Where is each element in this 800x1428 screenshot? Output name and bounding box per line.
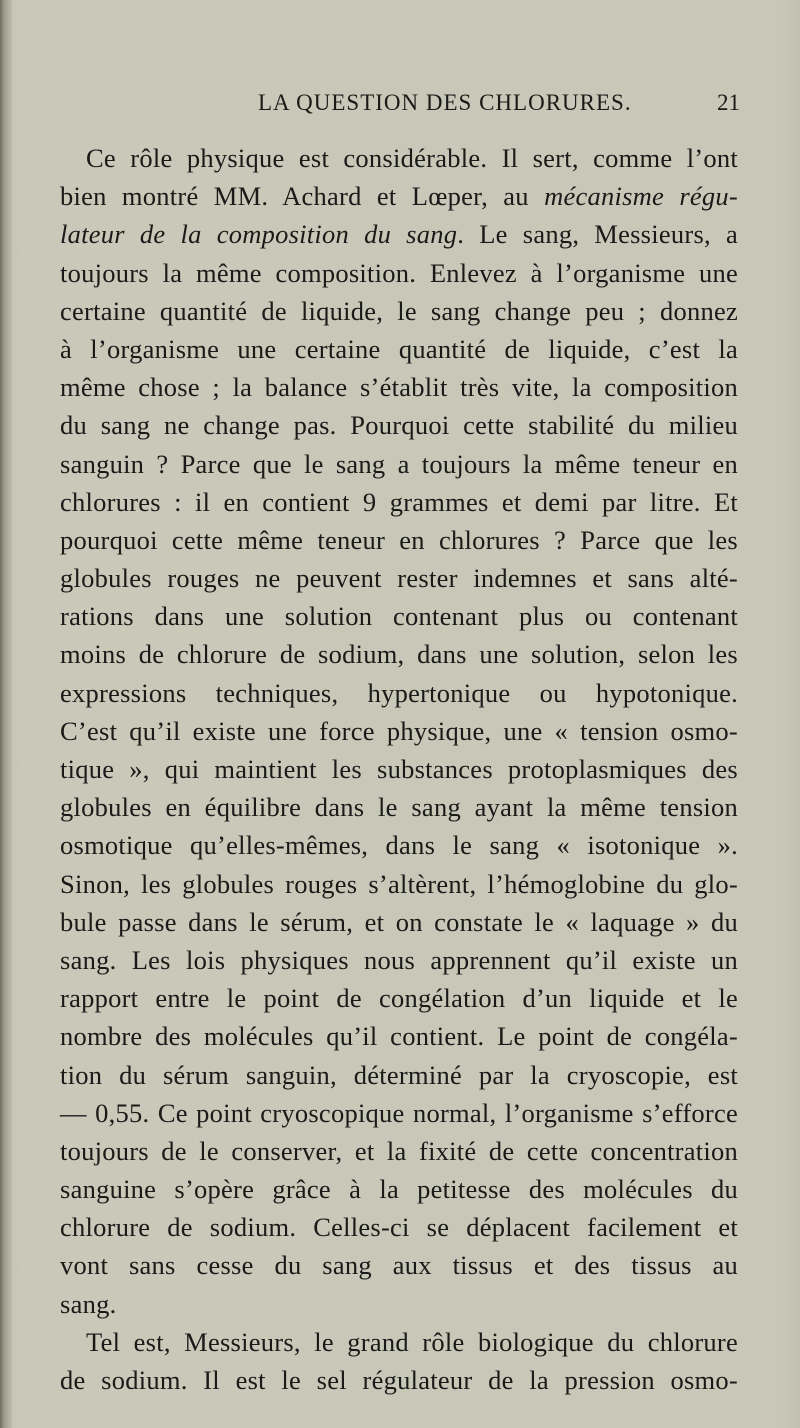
text-line — [60, 1246, 738, 1284]
text-line — [60, 292, 738, 330]
text-line — [60, 177, 738, 215]
text-segment: toujours la même composition. Enlevez à l’organisme une — [60, 257, 738, 288]
text-line — [60, 1056, 738, 1094]
text-line — [60, 865, 738, 903]
text-line — [60, 1170, 738, 1208]
text-line — [60, 406, 738, 444]
running-head-title: LA QUESTION DES CHLORURES. — [258, 90, 632, 115]
text-line — [60, 254, 738, 292]
text-segment: Ce rôle physique est considérable. Il sert, comme l’ont — [86, 143, 738, 173]
text-segment: globules en équilibre dans le sang ayant la même tension — [60, 792, 738, 823]
text-segment: pourquoi cette même teneur en chlorures ? Parce que les — [60, 524, 738, 555]
text-segment: . Le sang, Messieurs, a — [457, 219, 738, 250]
text-line — [60, 483, 738, 521]
text-line — [60, 368, 738, 406]
text-segment: sang. — [60, 1288, 117, 1319]
text-line — [60, 139, 738, 177]
italic-text-segment: mécanisme régu- — [544, 181, 738, 212]
text-line — [60, 788, 738, 826]
text-segment: moins de chlorure de sodium, dans une solution, selon les — [60, 639, 738, 670]
text-line — [60, 712, 738, 750]
text-segment: à l’organisme une certaine quantité de liquide, c’est la — [60, 333, 738, 364]
text-line — [60, 445, 738, 483]
text-line — [60, 521, 738, 559]
text-line — [60, 330, 738, 368]
text-line — [60, 1285, 738, 1323]
text-segment: rations dans une solution contenant plus ou contenant — [60, 601, 738, 632]
text-segment: Sinon, les globules rouges s’altèrent, l’hémoglobine du glo- — [60, 868, 738, 899]
text-line — [60, 1361, 738, 1399]
text-segment: sanguin ? Parce que le sang a toujours la même teneur en — [60, 448, 738, 479]
text-segment: sang. Les lois physiques nous apprennent qu’il existe un — [60, 944, 738, 975]
text-line — [60, 215, 738, 253]
text-line — [60, 597, 738, 635]
text-segment: même chose ; la balance s’établit très vite, la composition — [60, 372, 738, 403]
text-line — [60, 559, 738, 597]
text-line — [60, 1323, 738, 1361]
text-segment: tique », qui maintient les substances protoplasmiques des — [60, 754, 738, 784]
text-segment: tion du sérum sanguin, déterminé par la cryoscopie, est — [60, 1059, 738, 1090]
text-segment: du sang ne change pas. Pourquoi cette stabilité du milieu — [60, 410, 738, 441]
body-text — [60, 139, 738, 1399]
text-segment: bule passe dans le sérum, et on constate le « laquage » du — [60, 906, 738, 937]
text-segment: osmotique qu’elles-mêmes, dans le sang « isotonique ». — [60, 830, 738, 861]
text-segment: — 0,55. Ce point cryoscopique normal, l’organisme s’efforce — [60, 1097, 738, 1128]
text-segment: vont sans cesse du sang aux tissus et des tissus au — [60, 1250, 738, 1281]
text-line — [60, 750, 738, 788]
italic-text-segment: lateur de la composition du sang — [60, 219, 458, 250]
running-head — [60, 90, 740, 120]
text-line — [60, 941, 738, 979]
text-segment: certaine quantité de liquide, le sang change peu ; donnez — [60, 295, 738, 326]
text-segment: expressions techniques, hypertonique ou hypotonique. — [60, 677, 738, 708]
text-line — [60, 903, 738, 941]
text-line — [60, 826, 738, 864]
text-segment: de sodium. Il est le sel régulateur de la pression osmo- — [60, 1365, 738, 1395]
text-segment: sanguine s’opère grâce à la petitesse des molécules du — [60, 1174, 738, 1205]
page-binding-edge — [0, 0, 12, 1428]
text-line — [60, 635, 738, 673]
text-segment: chlorure de sodium. Celles-ci se déplacent facilement et — [60, 1212, 738, 1243]
text-line — [60, 979, 738, 1017]
text-segment: chlorures : il en contient 9 grammes et demi par litre. Et — [60, 486, 738, 517]
text-segment: Tel est, Messieurs, le grand rôle biologique du chlorure — [86, 1326, 738, 1357]
text-segment: globules rouges ne peuvent rester indemnes et sans alté- — [60, 563, 738, 594]
text-segment: rapport entre le point de congélation d’un liquide et le — [60, 983, 738, 1014]
text-segment: C’est qu’il existe une force physique, une « tension osmo- — [60, 715, 738, 746]
text-line — [60, 1132, 738, 1170]
text-line — [60, 1094, 738, 1132]
text-segment: nombre des molécules qu’il contient. Le point de congéla- — [60, 1021, 738, 1052]
page-number: 21 — [717, 90, 740, 115]
text-line — [60, 1208, 738, 1246]
text-segment: bien montré MM. Achard et Lœper, au — [60, 181, 545, 212]
text-line — [60, 674, 738, 712]
text-segment: toujours de le conserver, et la fixité de cette concentration — [60, 1135, 738, 1166]
text-line — [60, 1017, 738, 1055]
